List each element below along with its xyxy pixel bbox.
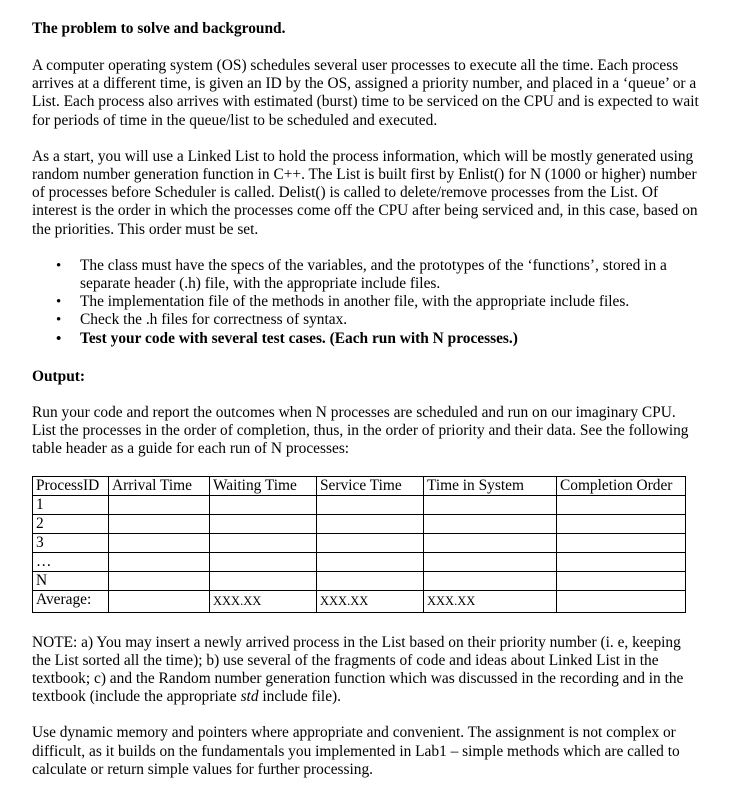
table-cell: [109, 590, 210, 612]
table-row: [33, 552, 686, 571]
table-header-cell: Arrival Time: [109, 476, 210, 495]
table-row: [33, 514, 686, 533]
background-paragraph: A computer operating system (OS) schedules several user processes to execute all the time. Each process arrives at a different time, is given an ID by the OS, assigned a priority number, and placed in a ‘queue’ or a List. Each process also arrives with estimated (burst) time to be serviced on the CPU and is expected to wait for periods of time in the queue/list to be scheduled and executed.: [32, 57, 699, 129]
table-header-cell: Service Time: [317, 476, 424, 495]
table-cell: [424, 552, 557, 571]
section-heading: The problem to solve and background.: [32, 20, 286, 37]
bullet-icon: •: [56, 294, 62, 311]
list-item-text: The class must have the specs of the variables, and the prototypes of the ‘functions’, stored in a separate header (.h) file, with the appropriate include files.: [80, 256, 667, 293]
table-cell: [557, 533, 686, 552]
table-cell: [109, 571, 210, 590]
list-item-text: Check the .h files for correctness of syntax.: [80, 311, 348, 329]
table-cell: [210, 514, 317, 533]
table-cell: N: [33, 571, 109, 590]
table-cell: [317, 533, 424, 552]
document-page: [32, 20, 702, 779]
table-cell: Average:: [33, 590, 109, 612]
table-header-row: [33, 476, 686, 495]
table-cell: [424, 514, 557, 533]
output-paragraph: Run your code and report the outcomes when N processes are scheduled and run on our imaginary CPU. List the processes in the order of completion, thus, in the order of priority and their data. See the following table header as a guide for each run of N processes:: [32, 404, 689, 458]
table-cell: [557, 590, 686, 612]
table-header-cell: Waiting Time: [210, 476, 317, 495]
table-header-cell: Time in System: [424, 476, 557, 495]
note-text: NOTE: a) You may insert a newly arrived process in the List based on their priority number (i. e, keeping the List sorted all the time); b) use several of the fragments of code and ideas about Linked List in the textbook; c) and the Random number generation function which was discussed in the recording and in the textbook (include the appropriate: [32, 633, 684, 706]
table-average-row: [33, 590, 686, 612]
table-cell: [210, 571, 317, 590]
list-item: [56, 330, 702, 348]
table-cell: [424, 533, 557, 552]
bullet-icon: •: [56, 330, 62, 347]
list-item-text: The implementation file of the methods in another file, with the appropriate include files.: [80, 293, 630, 311]
requirements-list: [32, 257, 702, 348]
note-paragraph: [32, 634, 702, 707]
output-heading: Output:: [32, 367, 86, 385]
table-cell: [210, 552, 317, 571]
table-row: [33, 571, 686, 590]
table-cell: [317, 495, 424, 514]
closing-paragraph: Use dynamic memory and pointers where appropriate and convenient. The assignment is not complex or difficult, as it builds on the fundamentals you implemented in Lab1 – simple methods which are called to calculate or return simple values for further processing.: [32, 724, 680, 778]
table-header-cell: Completion Order: [557, 476, 686, 495]
table-cell: [557, 495, 686, 514]
table-cell: [210, 533, 317, 552]
table-cell: [317, 571, 424, 590]
table-row: [33, 533, 686, 552]
table-cell: [424, 571, 557, 590]
table-cell: [109, 514, 210, 533]
table-cell: [210, 495, 317, 514]
table-cell: XXX.XX: [424, 590, 557, 612]
table-cell: [424, 495, 557, 514]
table-row: [33, 495, 686, 514]
table-cell: [317, 514, 424, 533]
table-cell: XXX.XX: [317, 590, 424, 612]
list-item-text: Test your code with several test cases. (Each run with N processes.): [80, 329, 518, 347]
note-std-text: std: [240, 688, 259, 706]
note-text-end: include file).: [258, 688, 342, 706]
table-cell: [557, 571, 686, 590]
bullet-icon: •: [56, 257, 62, 274]
linked-list-paragraph: As a start, you will use a Linked List to hold the process information, which will be mostly generated using random number generation function in C++. The List is built first by Enlist() for N (1000 or higher) number of processes before Scheduler is called. Delist() is called to delete/remove processes from the List. Of interest is the order in which the processes come off the CPU after being serviced and, in this case, based on the priorities. This order must be set.: [32, 147, 698, 238]
table-cell: [109, 552, 210, 571]
table-cell: [109, 495, 210, 514]
table-header-cell: ProcessID: [33, 476, 109, 495]
table-cell: [109, 533, 210, 552]
table-cell: [557, 514, 686, 533]
bullet-icon: •: [56, 312, 62, 329]
list-item: [56, 293, 702, 311]
table-cell: 1: [33, 495, 109, 514]
list-item: [56, 257, 702, 293]
list-item: [56, 311, 702, 329]
table-cell: 2: [33, 514, 109, 533]
table-cell: [317, 552, 424, 571]
results-table: [32, 476, 686, 613]
table-cell: [557, 552, 686, 571]
table-cell: 3: [33, 533, 109, 552]
table-cell: …: [33, 552, 109, 571]
table-cell: XXX.XX: [210, 590, 317, 612]
